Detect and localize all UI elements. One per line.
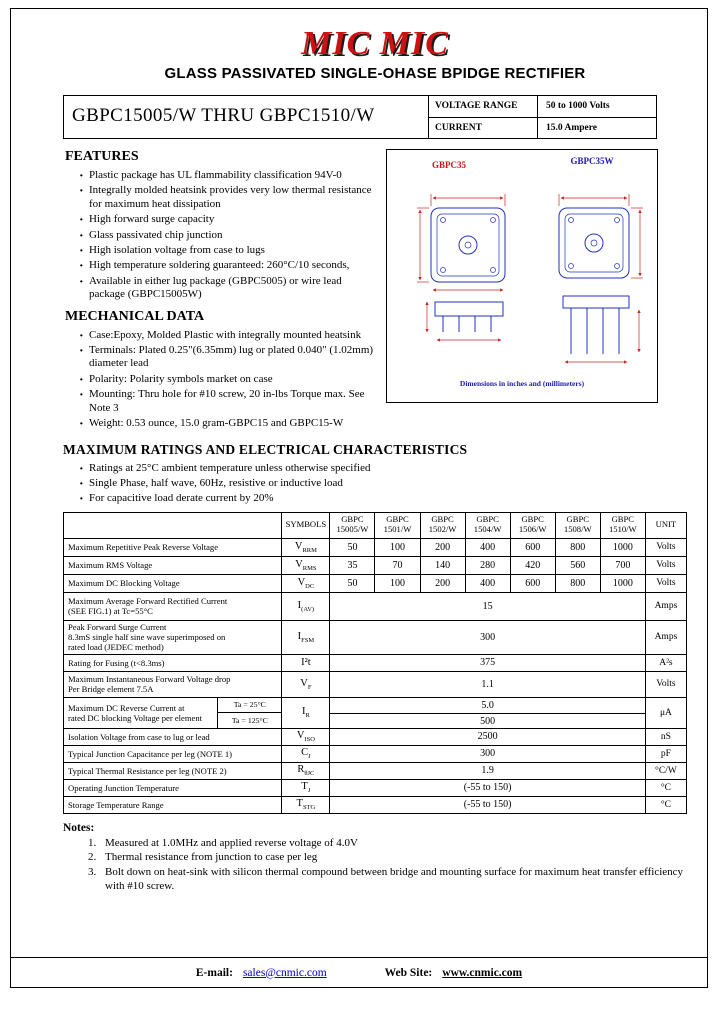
- header-device: GBPC 1508/W: [555, 512, 600, 538]
- row-label: Typical Junction Capacitance per leg (NOTE 1): [64, 745, 282, 762]
- row-value: 1000: [600, 538, 645, 556]
- row-value: 280: [465, 556, 510, 574]
- list-item: · Case:Epoxy, Molded Plastic with integrally mounted heatsink: [77, 329, 687, 342]
- table-row-vdc: [64, 574, 687, 592]
- page-title: GLASS PASSIVATED SINGLE-OHASE BPIDGE RECTIFIER: [164, 65, 586, 82]
- row-label: Isolation Voltage from case to lug or lead: [64, 728, 282, 745]
- row-value: 70: [375, 556, 420, 574]
- ratings-table: [63, 512, 687, 814]
- voltage-range-label: VOLTAGE RANGE: [435, 101, 518, 112]
- row-label: Maximum DC Blocking Voltage: [64, 574, 282, 592]
- header-symbols: SYMBOLS: [282, 512, 330, 538]
- row-value: 200: [420, 538, 465, 556]
- row-label: Maximum Repetitive Peak Reverse Voltage: [64, 538, 282, 556]
- row-unit: °C: [645, 796, 686, 813]
- row-value: 400: [465, 574, 510, 592]
- row-unit: A²s: [645, 654, 686, 671]
- table-row-vrrm: [64, 538, 687, 556]
- list-item: · Weight: 0.53 ounce, 15.0 gram-GBPC15 and GBPC15-W: [77, 417, 687, 430]
- row-value: 15: [330, 592, 645, 620]
- package-right-label: GBPC35W: [570, 156, 614, 166]
- row-value: 200: [420, 574, 465, 592]
- list-item: · Available in either lug package (GBPC5005) or wire lead package (GBPC15005W): [77, 275, 687, 302]
- list-item: · Ratings at 25°C ambient temperature unless otherwise specified: [77, 462, 687, 475]
- table-row-i2t: [64, 654, 687, 671]
- row-value: 300: [330, 745, 645, 762]
- part-range: GBPC15005/W THRU GBPC1510/W: [72, 105, 375, 126]
- package-left-label: GBPC35: [431, 160, 467, 170]
- notes-list: [63, 837, 687, 894]
- row-symbol: $V_{DC}$: [282, 574, 330, 592]
- row-symbol: $V_{ISO}$: [282, 728, 330, 745]
- row-value: 420: [510, 556, 555, 574]
- row-unit: Amps: [645, 620, 686, 654]
- row-symbol: $I_R$: [282, 697, 330, 728]
- row-symbol: I²t: [282, 654, 330, 671]
- row-label: Rating for Fusing (t<8.3ms): [64, 654, 282, 671]
- header-unit: UNIT: [645, 512, 686, 538]
- row-label: Storage Temperature Range: [64, 796, 282, 813]
- row-symbol: $I_{(AV)}$: [282, 592, 330, 620]
- header-device: GBPC 1501/W: [375, 512, 420, 538]
- list-item: · High temperature soldering guaranteed: 260°C/10 seconds,: [77, 259, 687, 272]
- voltage-range-row: [429, 96, 656, 117]
- current-label: CURRENT: [435, 122, 482, 133]
- row-label: Maximum Instantaneous Forward Voltage drop Per Bridge element 7.5A: [64, 671, 282, 697]
- row-value: 35: [330, 556, 375, 574]
- spec-summary: [428, 96, 656, 138]
- row-value: 800: [555, 574, 600, 592]
- note-item: 3. Bolt down on heat-sink with silicon thermal compound between bridge and mounting surface for maximum heat transfer efficiency with #10 screw.: [99, 866, 687, 894]
- list-item: · Polarity: Polarity symbols market on case: [77, 373, 687, 386]
- list-item: · For capacitive load derate current by 20%: [77, 492, 687, 505]
- row-unit: °C: [645, 779, 686, 796]
- page-content: [11, 9, 707, 894]
- email-link[interactable]: sales@cnmic.com: [242, 966, 327, 979]
- row-value: 1000: [600, 574, 645, 592]
- ratings-conditions-list: [63, 462, 687, 506]
- list-item: · Mounting: Thru hole for #10 screw, 20 in-lbs Torque max. See Note 3: [77, 388, 687, 415]
- row-unit: pF: [645, 745, 686, 762]
- row-value: (-55 to 150): [330, 796, 645, 813]
- row-symbol: $T_J$: [282, 779, 330, 796]
- row-label: Maximum Average Forward Rectified Current (SEE FIG.1) at Tc=55°C: [64, 592, 282, 620]
- header-device: GBPC 1506/W: [510, 512, 555, 538]
- datasheet-page: [10, 8, 708, 988]
- list-item: · Integrally molded heatsink provides very low thermal resistance for maximum heat dissipation: [77, 184, 687, 211]
- row-value: 5.0 500: [330, 697, 645, 728]
- row-value: 140: [420, 556, 465, 574]
- list-item: · High isolation voltage from case to lugs: [77, 244, 687, 257]
- table-header-row: [64, 512, 687, 538]
- row-value: 100: [375, 538, 420, 556]
- gbpc35-side-view: [435, 302, 503, 332]
- row-value: 700: [600, 556, 645, 574]
- features-heading: FEATURES: [65, 149, 139, 164]
- website-label: Web Site:: [384, 966, 433, 979]
- page-footer: [11, 957, 707, 987]
- row-unit: Volts: [645, 574, 686, 592]
- voltage-range-value: 50 to 1000 Volts: [537, 96, 656, 117]
- mechanical-list: [63, 329, 687, 431]
- row-value: 1.9: [330, 762, 645, 779]
- row-label: Typical Thermal Resistance per leg (NOTE 2): [64, 762, 282, 779]
- row-symbol: $V_{RRM}$: [282, 538, 330, 556]
- row-value: 50: [330, 574, 375, 592]
- current-row: [429, 117, 656, 139]
- row-unit: Volts: [645, 556, 686, 574]
- header-device: GBPC 1510/W: [600, 512, 645, 538]
- list-item: · Plastic package has UL flammability classification 94V-0: [77, 169, 687, 182]
- row-unit: °C/W: [645, 762, 686, 779]
- table-row-viso: [64, 728, 687, 745]
- row-value: 560: [555, 556, 600, 574]
- header-device: GBPC 1504/W: [465, 512, 510, 538]
- row-label: Peak Forward Surge Current 8.3mS single half sine wave superimposed on rated load (JEDEC method): [64, 620, 282, 654]
- row-value: 100: [375, 574, 420, 592]
- table-row-iav: [64, 592, 687, 620]
- list-item: · Glass passivated chip junction: [77, 229, 687, 242]
- row-value: 600: [510, 574, 555, 592]
- row-value: 2500: [330, 728, 645, 745]
- row-symbol: $I_{FSM}$: [282, 620, 330, 654]
- row-unit: Amps: [645, 592, 686, 620]
- row-value: 800: [555, 538, 600, 556]
- row-value: 600: [510, 538, 555, 556]
- website-link[interactable]: www.cnmic.com: [442, 966, 523, 979]
- ir-conditions: Ta = 25°C Ta = 125°C: [217, 698, 281, 728]
- row-label: Maximum DC Reverse Current at rated DC blocking Voltage per element Ta = 25°C Ta = 125°C: [64, 697, 282, 728]
- brand-logo-text: MIC MIC: [301, 25, 449, 62]
- mechanical-heading: MECHANICAL DATA: [65, 308, 205, 324]
- notes-heading: Notes:: [63, 821, 95, 834]
- list-item: · Terminals: Plated 0.25"(6.35mm) lug or plated 0.040" (1.02mm) diameter lead: [77, 344, 687, 371]
- row-unit: μA: [645, 697, 686, 728]
- note-item: 2. Thermal resistance from junction to case per leg: [99, 851, 687, 865]
- row-value: 1.1: [330, 671, 645, 697]
- note-item: 1. Measured at 1.0MHz and applied reverse voltage of 4.0V: [99, 837, 687, 851]
- features-list: [63, 169, 687, 302]
- table-row-tstg: [64, 796, 687, 813]
- list-item: · High forward surge capacity: [77, 213, 687, 226]
- row-value: 300: [330, 620, 645, 654]
- row-symbol: $V_F$: [282, 671, 330, 697]
- row-label: Operating Junction Temperature: [64, 779, 282, 796]
- row-symbol: $T_{STG}$: [282, 796, 330, 813]
- row-value: 50: [330, 538, 375, 556]
- row-unit: Volts: [645, 538, 686, 556]
- row-symbol: $V_{RMS}$: [282, 556, 330, 574]
- table-row-tj: [64, 779, 687, 796]
- notes-section: [63, 822, 687, 894]
- row-symbol: $R_{\theta JC}$: [282, 762, 330, 779]
- row-unit: nS: [645, 728, 686, 745]
- current-value: 15.0 Ampere: [537, 118, 656, 139]
- brand-logo: [63, 9, 687, 61]
- table-row-vrms: [64, 556, 687, 574]
- list-item: · Single Phase, half wave, 60Hz, resistive or inductive load: [77, 477, 687, 490]
- row-label: Maximum RMS Voltage: [64, 556, 282, 574]
- row-unit: Volts: [645, 671, 686, 697]
- row-symbol: $C_J$: [282, 745, 330, 762]
- row-value: 400: [465, 538, 510, 556]
- table-row-ir: [64, 697, 687, 728]
- ratings-heading: MAXIMUM RATINGS AND ELECTRICAL CHARACTERISTICS: [63, 441, 468, 457]
- table-row-ifsm: [64, 620, 687, 654]
- header-blank-cell: [64, 512, 282, 538]
- header-device: GBPC 1502/W: [420, 512, 465, 538]
- email-label: E-mail:: [195, 966, 233, 979]
- part-header-box: [63, 95, 657, 139]
- diagram-caption: Dimensions in inches and (millimeters): [459, 379, 585, 388]
- table-row-rth: [64, 762, 687, 779]
- features-and-diagram: [63, 149, 687, 433]
- header-device: GBPC 15005/W: [330, 512, 375, 538]
- row-value: 375: [330, 654, 645, 671]
- table-row-cj: [64, 745, 687, 762]
- table-row-vf: [64, 671, 687, 697]
- row-value: (-55 to 150): [330, 779, 645, 796]
